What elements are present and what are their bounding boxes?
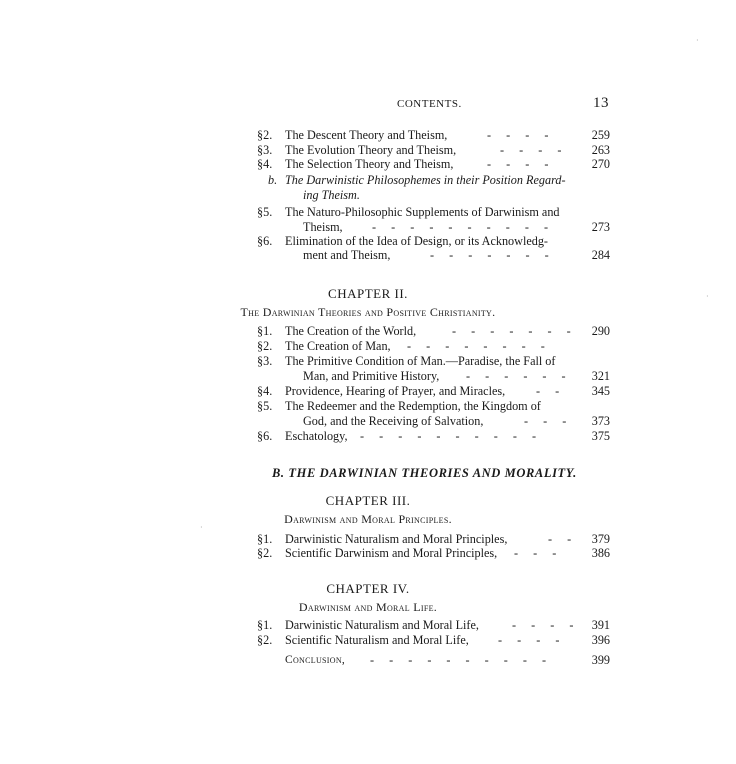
part-b-heading: B. THE DARWINIAN THEORIES AND MORALITY. <box>272 466 577 480</box>
section-number: §3. <box>257 354 273 368</box>
chapter-2-heading: CHAPTER II. <box>328 286 408 301</box>
toc-entry <box>0 156 736 173</box>
leader-dots: - - - - - - - - - - <box>372 220 555 234</box>
leader-dots: - - - - <box>512 618 580 632</box>
section-number: §1. <box>257 532 273 546</box>
toc-entry <box>0 632 736 649</box>
leader-dots: - - - - - - - - - - <box>370 653 553 667</box>
entry-title-line1: The Naturo-Philosophic Supplements of Darwinism and <box>285 205 560 219</box>
leader-dots: - - - - - - <box>466 369 572 383</box>
toc-entry-conclusion <box>0 652 736 669</box>
subsection-title-line1: The Darwinistic Philosophemes in their Position Regard- <box>285 173 566 187</box>
section-number: §5. <box>257 205 273 219</box>
entry-title: Darwinistic Naturalism and Moral Principles, <box>285 532 508 546</box>
entry-title: The Selection Theory and Theism, <box>285 157 454 171</box>
entry-page: 284 <box>591 248 610 262</box>
entry-page: 375 <box>591 429 610 443</box>
section-number: §4. <box>257 157 273 171</box>
entry-title-line1: Elimination of the Idea of Design, or its Acknowledg- <box>285 234 548 248</box>
leader-dots: - - - - - - - - <box>407 339 551 353</box>
entry-title-line1: The Redeemer and the Redemption, the Kingdom of <box>285 399 541 413</box>
entry-page: 399 <box>591 653 610 667</box>
leader-dots: - - - <box>524 414 573 428</box>
subsection-label: b. <box>268 173 278 187</box>
section-number: §2. <box>257 339 273 353</box>
entry-page: 386 <box>591 546 610 560</box>
leader-dots: - - - - <box>487 157 555 171</box>
entry-title: The Creation of Man, <box>285 339 391 353</box>
running-head-title: CONTENTS. <box>397 98 462 110</box>
section-number: §6. <box>257 234 273 248</box>
subsection-title-line2: ing Theism. <box>303 188 360 202</box>
leader-dots: - - - <box>514 546 563 560</box>
entry-page: 396 <box>591 633 610 647</box>
leader-dots: - - - - - - - <box>430 248 555 262</box>
scan-speck: · <box>696 36 699 45</box>
toc-entry-cont <box>0 247 736 264</box>
entry-page: 321 <box>591 369 610 383</box>
section-number: §2. <box>257 546 273 560</box>
entry-title: Providence, Hearing of Prayer, and Miracles, <box>285 384 506 398</box>
entry-title-line2: Theism, <box>303 220 343 234</box>
section-number: §5. <box>257 399 273 413</box>
entry-title-line1: The Primitive Condition of Man.—Paradise, the Fall of <box>285 354 556 368</box>
entry-title: Darwinistic Naturalism and Moral Life, <box>285 618 479 632</box>
entry-page: 273 <box>591 220 610 234</box>
entry-page: 391 <box>591 618 610 632</box>
entry-page: 259 <box>591 128 610 142</box>
entry-page: 270 <box>591 157 610 171</box>
entry-title: Eschatology, <box>285 429 348 443</box>
entry-title: The Evolution Theory and Theism, <box>285 143 457 157</box>
section-number: §3. <box>257 143 273 157</box>
entry-title: The Descent Theory and Theism, <box>285 128 448 142</box>
leader-dots: - - - - <box>498 633 566 647</box>
entry-page: 263 <box>591 143 610 157</box>
scan-speck: · <box>706 292 709 301</box>
toc-entry <box>0 428 736 445</box>
chapter-3-heading: CHAPTER III. <box>325 493 411 508</box>
leader-dots: - - - - <box>487 128 555 142</box>
leader-dots: - - - - <box>500 143 568 157</box>
entry-title: Scientific Naturalism and Moral Life, <box>285 633 469 647</box>
subsection-heading-cont <box>0 187 736 204</box>
section-number: §1. <box>257 618 273 632</box>
leader-dots: - - - - - - - - - - <box>360 429 543 443</box>
entry-title-line2: God, and the Receiving of Salvation, <box>303 414 484 428</box>
chapter-4-heading: CHAPTER IV. <box>326 581 410 596</box>
scan-speck: · <box>200 523 203 532</box>
entry-title-line2: Man, and Primitive History, <box>303 369 440 383</box>
toc-entry <box>0 545 736 562</box>
conclusion-label: Conclusion, <box>285 654 346 666</box>
section-number: §4. <box>257 384 273 398</box>
entry-title: The Creation of the World, <box>285 324 417 338</box>
chapter-3-subtitle: Darwinism and Moral Principles. <box>284 512 452 526</box>
entry-title: Scientific Darwinism and Moral Principles, <box>285 546 498 560</box>
section-number: §1. <box>257 324 273 338</box>
entry-page: 345 <box>591 384 610 398</box>
entry-page: 373 <box>591 414 610 428</box>
leader-dots: - - <box>548 532 578 546</box>
page-number: 13 <box>593 95 609 111</box>
section-number: §2. <box>257 633 273 647</box>
entry-page: 379 <box>591 532 610 546</box>
chapter-4-subtitle: Darwinism and Moral Life. <box>298 600 438 614</box>
leader-dots: - - - - - - - <box>452 324 577 338</box>
entry-title-line2: ment and Theism, <box>303 248 391 262</box>
entry-page: 290 <box>591 324 610 338</box>
section-number: §2. <box>257 128 273 142</box>
chapter-2-subtitle: The Darwinian Theories and Positive Christianity. <box>240 305 496 319</box>
section-number: §6. <box>257 429 273 443</box>
leader-dots: - - <box>536 384 566 398</box>
